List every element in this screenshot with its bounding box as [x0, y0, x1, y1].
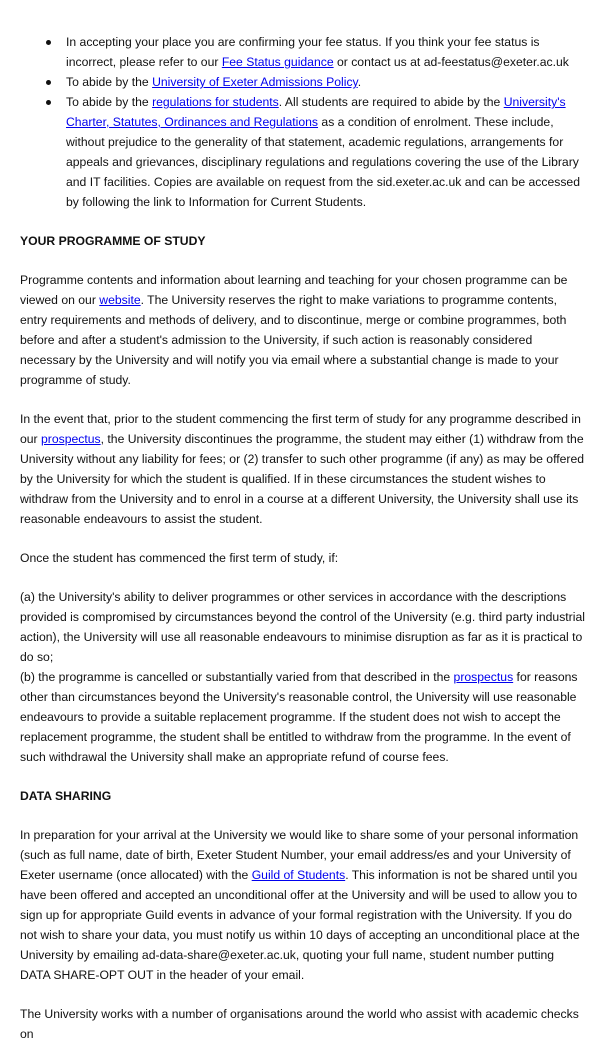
- programme-clause-b: [20, 667, 586, 767]
- text-fragment: , the University discontinues the programme, the student may either (1) withdraw from the University without any liability for fees; or (2) transfer to such other programme (if any) as may be offered by the University for which the student is qualified. If in these circumstances the student wishes to withdraw from the University and to enrol in a course at a different University, the University shall use its reasonable endeavours to assist the student.: [20, 432, 585, 526]
- prospectus-link[interactable]: prospectus: [41, 432, 101, 446]
- conditions-list: [20, 32, 586, 212]
- programme-paragraph-1: [20, 270, 586, 390]
- programme-clause-a: (a) the University's ability to deliver programmes or other services in accordance with the descriptions provided is compromised by circumstances beyond the control of the University (e.g. third party industrial action), the University will use all reasonable endeavours to minimise disruption as far as it is practical to do so;: [20, 590, 585, 664]
- text-fragment: for reasons other than circumstances beyond the University's reasonable control, the University will use reasonable endeavours to provide a suitable replacement programme. If the student does not wish to accept the replacement programme, the student shall be entitled to withdraw from the programme. In the event of such withdrawal the University shall make an appropriate refund of course fees.: [20, 670, 578, 764]
- data-sharing-paragraph-2: The University works with a number of organisations around the world who assist with academic checks on: [20, 1007, 579, 1041]
- programme-heading: YOUR PROGRAMME OF STUDY: [20, 234, 206, 248]
- text-fragment: . The University reserves the right to make variations to programme contents, entry requirements and methods of delivery, and to discontinue, merge or combine programmes, both before and after a student's admission to the University, if such action is reasonably considered necessary by the University and will notify you via email where a substantial change is made to your programme of study.: [20, 293, 567, 387]
- website-link[interactable]: website: [99, 293, 141, 307]
- text-fragment: In preparation for your arrival at the University we would like to share some of your personal information (such as full name, date of birth, Exeter Student Number, your email address/es and your University of Exeter username (once allocated) with the: [20, 828, 579, 882]
- fee-status-guidance-link[interactable]: Fee Status guidance: [221, 55, 334, 69]
- bullet-icon: [46, 80, 51, 85]
- list-item-fee-status: [20, 32, 586, 72]
- programme-paragraph-3: Once the student has commenced the first term of study, if:: [20, 551, 339, 565]
- programme-paragraph-2: [20, 409, 586, 529]
- document-page: [20, 32, 586, 1044]
- guild-of-students-link[interactable]: Guild of Students: [251, 868, 346, 882]
- text-fragment: (b) the programme is cancelled or substantially varied from that described in the: [20, 670, 454, 684]
- text-fragment: In the event that, prior to the student commencing the first term of study for any programme described in our: [20, 412, 581, 446]
- text-fragment: .: [357, 75, 362, 89]
- list-item-admissions-policy: [20, 72, 586, 92]
- text-fragment: or contact us at ad-feestatus@exeter.ac.uk: [333, 55, 569, 69]
- text-fragment: Programme contents and information about learning and teaching for your chosen programme can be viewed on our: [20, 273, 568, 307]
- list-item-regulations: [20, 92, 586, 212]
- text-fragment: To abide by the: [66, 95, 153, 109]
- data-sharing-heading: DATA SHARING: [20, 789, 112, 803]
- prospectus-link[interactable]: prospectus: [453, 670, 514, 684]
- regulations-for-students-link[interactable]: regulations for students: [152, 95, 279, 109]
- data-sharing-paragraph-1: [20, 825, 586, 985]
- text-fragment: To abide by the: [66, 75, 153, 89]
- text-fragment: as a condition of enrolment. These include, without prejudice to the generality of that statement, academic regulations, arrangements for appeals and grievances, disciplinary regulations and regulations covering the use of the Library and IT facilities. Copies are available on request from the sid.exeter.ac.uk and can be accessed by following the link to Information for Current Students.: [66, 115, 580, 209]
- text-fragment: . All students are required to abide by the: [278, 95, 504, 109]
- text-fragment: . This information is not be shared until you have been offered and accepted an unconditional offer at the University and will be used to allow you to sign up for appropriate Guild events in advance of your formal registration with the University. If you do not wish to share your data, you must notify us within 10 days of accepting an unconditional place at the University by emailing ad-data-share@exeter.ac.uk, quoting your full name, student number putting DATA SHARE-OPT OUT in the header of your email.: [20, 868, 580, 982]
- bullet-icon: [46, 40, 51, 45]
- text-fragment: In accepting your place you are confirming your fee status. If you think your fee status is incorrect, please refer to our: [66, 35, 540, 69]
- bullet-icon: [46, 100, 51, 105]
- charter-statutes-link[interactable]: University's Charter, Statutes, Ordinances and Regulations: [66, 95, 566, 129]
- admissions-policy-link[interactable]: University of Exeter Admissions Policy: [152, 75, 358, 89]
